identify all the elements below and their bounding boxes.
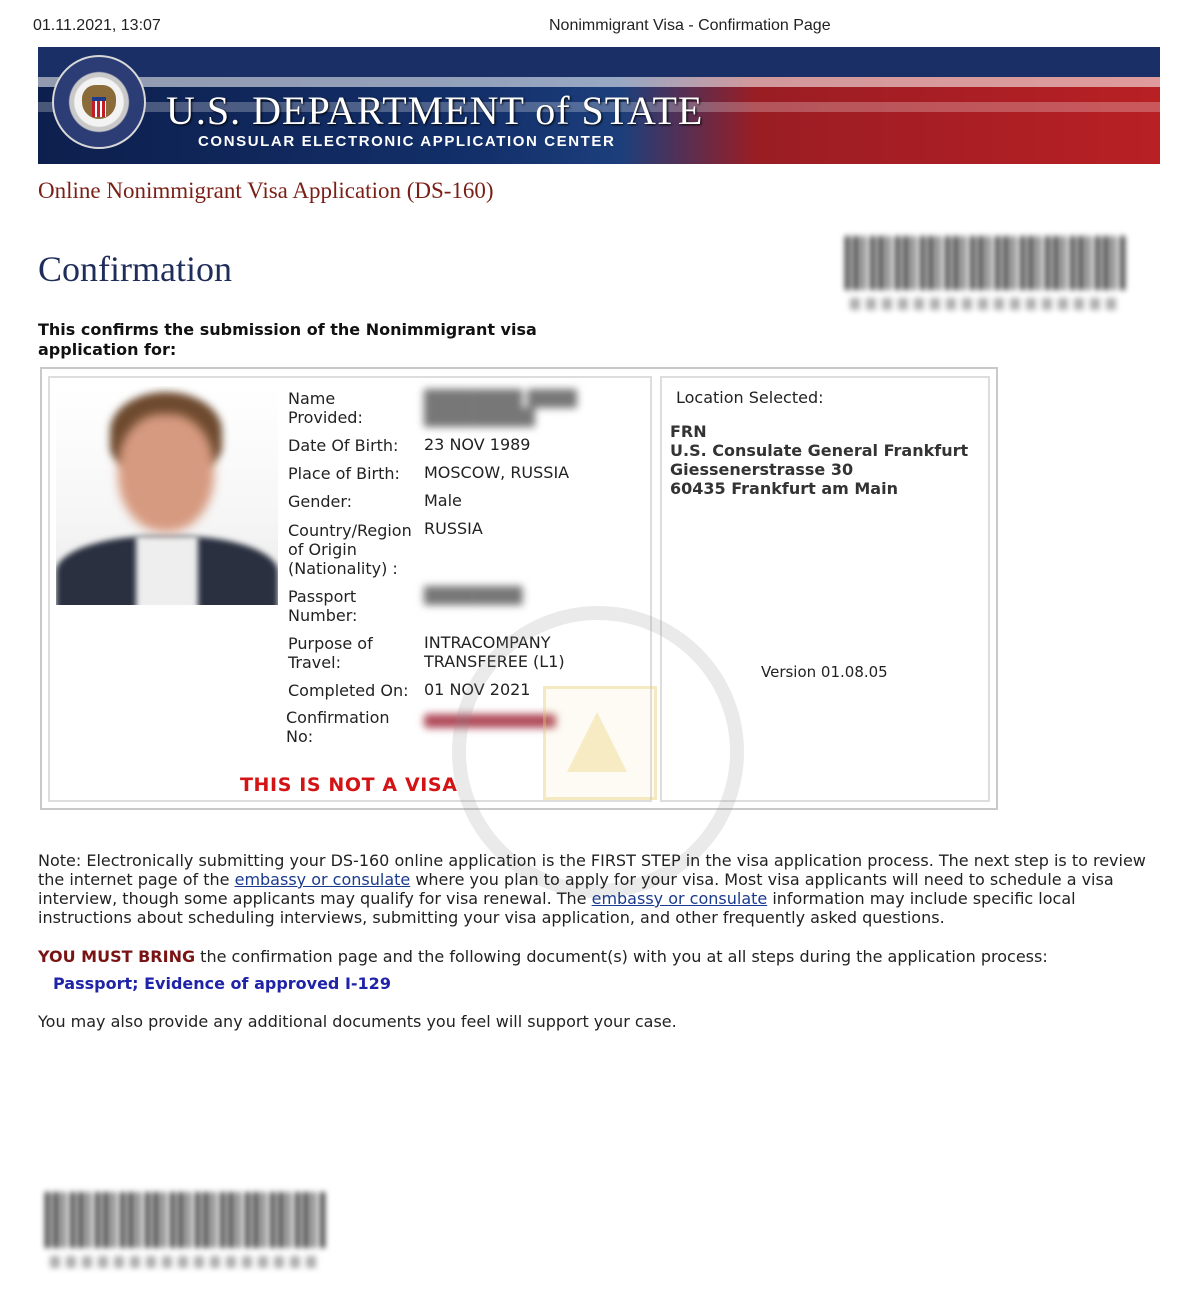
dob-label: Date Of Birth: [288, 436, 399, 455]
banner-top-bar [38, 47, 1160, 77]
consulate-street: Giessenerstrasse 30 [670, 460, 854, 479]
version-label: Version 01.08.05 [761, 663, 888, 681]
banner-subtitle: CONSULAR ELECTRONIC APPLICATION CENTER [198, 133, 616, 150]
completed-value: 01 NOV 2021 [424, 680, 531, 699]
not-a-visa-notice: THIS IS NOT A VISA [240, 774, 458, 796]
pob-value: MOSCOW, RUSSIA [424, 463, 570, 482]
print-datetime: 01.11.2021, 13:07 [33, 17, 161, 34]
embassy-consulate-link[interactable]: embassy or consulate [234, 870, 411, 889]
consulate-city: 60435 Frankfurt am Main [670, 479, 898, 498]
note-text: Note: Electronically submitting your DS-160 online application is the FIRST STEP in the visa application process. The next step is to review the internet page of the [38, 851, 1146, 889]
passport-label: Passport Number: [288, 587, 358, 625]
page-title: Confirmation [38, 249, 232, 289]
location-label: Location Selected: [676, 388, 824, 407]
barcode [845, 236, 1125, 290]
passport-value-redacted: ████████ [424, 586, 523, 605]
must-bring-text: the confirmation page and the following document(s) with you at all steps during the application process: [195, 947, 1048, 966]
shield-icon [92, 97, 106, 117]
country-value: RUSSIA [424, 519, 483, 538]
gender-value: Male [424, 491, 462, 510]
completed-label: Completed On: [288, 681, 409, 700]
applicant-photo [56, 386, 278, 605]
watermark-arrow-icon [567, 712, 627, 772]
consulate-name: U.S. Consulate General Frankfurt [670, 441, 969, 460]
note-text: information may include specific local instructions about scheduling interviews, submitting your visa application, and other frequently asked questions. [38, 889, 1076, 927]
purpose-value: INTRACOMPANY TRANSFEREE (L1) [424, 633, 565, 671]
location-code: FRN [670, 422, 707, 441]
name-label: Name Provided: [288, 389, 363, 427]
confirmation-intro: This confirms the submission of the Nonimmigrant visa application for: [38, 320, 537, 359]
department-of-state-seal-icon [52, 55, 146, 149]
barcode-digits [850, 298, 1120, 310]
confirmation-label: Confirmation No: [286, 708, 390, 746]
bottom-barcode [45, 1192, 328, 1248]
additional-documents-note: You may also provide any additional documents you feel will support your case. [38, 1012, 677, 1031]
pob-label: Place of Birth: [288, 464, 400, 483]
department-of-state-banner [38, 47, 1160, 164]
application-title: Online Nonimmigrant Visa Application (DS-160) [38, 178, 494, 203]
embassy-consulate-link[interactable]: embassy or consulate [591, 889, 768, 908]
flag-stripe [38, 77, 1160, 87]
note-text: where you plan to apply for your visa. Most visa applicants will need to schedule a visa interview, though some applicants may qualify for visa renewal. The [38, 870, 1114, 908]
must-bring-notice [38, 947, 1163, 966]
print-title: Nonimmigrant Visa - Confirmation Page [549, 17, 831, 34]
purpose-label: Purpose of Travel: [288, 634, 373, 672]
dob-value: 23 NOV 1989 [424, 435, 531, 454]
name-value-redacted: ████████ ████ █████████ [424, 389, 577, 427]
must-bring-heading: YOU MUST BRING [38, 947, 196, 966]
gender-label: Gender: [288, 492, 353, 511]
next-steps-note [38, 851, 1163, 927]
country-label: Country/Region of Origin (Nationality) : [288, 521, 412, 578]
banner-title: U.S. DEPARTMENT of STATE [166, 88, 704, 133]
required-documents: Passport; Evidence of approved I-129 [53, 974, 391, 993]
bottom-barcode-digits [50, 1256, 322, 1268]
